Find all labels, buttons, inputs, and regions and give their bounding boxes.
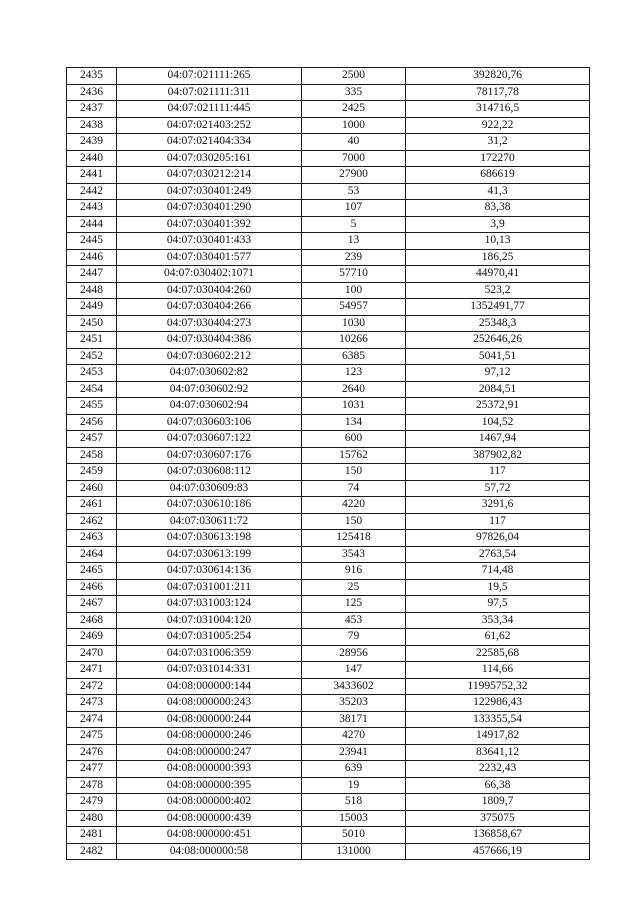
value-cell: 117 [406,513,590,530]
table-row [67,414,590,431]
value-cell: 5041,51 [406,348,590,365]
row-number-cell: 2482 [67,843,117,860]
area-cell: 15762 [302,447,406,464]
cadastral-number-cell: 04:08:000000:402 [117,794,302,811]
value-cell: 61,62 [406,629,590,646]
table-row [67,645,590,662]
area-cell: 13 [302,233,406,250]
value-cell: 314716,5 [406,101,590,118]
table-row [67,282,590,299]
row-number-cell: 2467 [67,596,117,613]
row-number-cell: 2451 [67,332,117,349]
cadastral-number-cell: 04:07:030401:577 [117,249,302,266]
row-number-cell: 2445 [67,233,117,250]
row-number-cell: 2447 [67,266,117,283]
table-row [67,249,590,266]
table-row [67,447,590,464]
area-cell: 4270 [302,728,406,745]
table-row [67,711,590,728]
area-cell: 150 [302,464,406,481]
table-row [67,431,590,448]
row-number-cell: 2456 [67,414,117,431]
area-cell: 74 [302,480,406,497]
table-row [67,695,590,712]
value-cell: 11995752,32 [406,678,590,695]
row-number-cell: 2442 [67,183,117,200]
table-row [67,299,590,316]
table-row [67,629,590,646]
cadastral-number-cell: 04:07:030402:1071 [117,266,302,283]
cadastral-number-cell: 04:07:030401:249 [117,183,302,200]
table-row [67,513,590,530]
table-body [67,68,590,860]
table-row [67,843,590,860]
table-row [67,530,590,547]
cadastral-number-cell: 04:07:021111:265 [117,68,302,85]
table-row [67,596,590,613]
area-cell: 79 [302,629,406,646]
row-number-cell: 2438 [67,117,117,134]
value-cell: 97,5 [406,596,590,613]
table-row [67,84,590,101]
row-number-cell: 2462 [67,513,117,530]
area-cell: 239 [302,249,406,266]
area-cell: 5010 [302,827,406,844]
cadastral-number-cell: 04:07:021111:445 [117,101,302,118]
cadastral-number-cell: 04:08:000000:439 [117,810,302,827]
row-number-cell: 2452 [67,348,117,365]
area-cell: 7000 [302,150,406,167]
data-table [66,67,590,860]
value-cell: 117 [406,464,590,481]
row-number-cell: 2446 [67,249,117,266]
row-number-cell: 2477 [67,761,117,778]
cadastral-number-cell: 04:07:030205:161 [117,150,302,167]
row-number-cell: 2463 [67,530,117,547]
cadastral-number-cell: 04:07:030608:112 [117,464,302,481]
area-cell: 10266 [302,332,406,349]
area-cell: 150 [302,513,406,530]
row-number-cell: 2435 [67,68,117,85]
area-cell: 35203 [302,695,406,712]
cadastral-number-cell: 04:07:030404:260 [117,282,302,299]
cadastral-number-cell: 04:08:000000:247 [117,744,302,761]
table-row [67,497,590,514]
table-row [67,662,590,679]
table-row [67,266,590,283]
cadastral-number-cell: 04:08:000000:144 [117,678,302,695]
area-cell: 54957 [302,299,406,316]
cadastral-number-cell: 04:07:021404:334 [117,134,302,151]
area-cell: 134 [302,414,406,431]
row-number-cell: 2479 [67,794,117,811]
table-row [67,216,590,233]
area-cell: 123 [302,365,406,382]
cadastral-number-cell: 04:07:031001:211 [117,579,302,596]
cadastral-number-cell: 04:07:021403:252 [117,117,302,134]
row-number-cell: 2443 [67,200,117,217]
value-cell: 457666,19 [406,843,590,860]
value-cell: 1352491,77 [406,299,590,316]
cadastral-number-cell: 04:08:000000:58 [117,843,302,860]
value-cell: 392820,76 [406,68,590,85]
value-cell: 186,25 [406,249,590,266]
row-number-cell: 2471 [67,662,117,679]
area-cell: 28956 [302,645,406,662]
cadastral-number-cell: 04:07:030602:82 [117,365,302,382]
value-cell: 375075 [406,810,590,827]
value-cell: 136858,67 [406,827,590,844]
area-cell: 53 [302,183,406,200]
cadastral-number-cell: 04:07:030611:72 [117,513,302,530]
cadastral-number-cell: 04:08:000000:244 [117,711,302,728]
row-number-cell: 2457 [67,431,117,448]
table-row [67,365,590,382]
table-row [67,728,590,745]
area-cell: 4220 [302,497,406,514]
row-number-cell: 2473 [67,695,117,712]
value-cell: 3291,6 [406,497,590,514]
row-number-cell: 2475 [67,728,117,745]
cadastral-number-cell: 04:07:021111:311 [117,84,302,101]
cadastral-number-cell: 04:07:030212:214 [117,167,302,184]
row-number-cell: 2448 [67,282,117,299]
cadastral-number-cell: 04:08:000000:395 [117,777,302,794]
area-cell: 639 [302,761,406,778]
row-number-cell: 2440 [67,150,117,167]
row-number-cell: 2472 [67,678,117,695]
value-cell: 83,38 [406,200,590,217]
area-cell: 916 [302,563,406,580]
cadastral-number-cell: 04:07:030613:199 [117,546,302,563]
area-cell: 335 [302,84,406,101]
area-cell: 453 [302,612,406,629]
value-cell: 2084,51 [406,381,590,398]
row-number-cell: 2453 [67,365,117,382]
table-row [67,777,590,794]
table-row [67,101,590,118]
area-cell: 100 [302,282,406,299]
value-cell: 714,48 [406,563,590,580]
table-row [67,546,590,563]
cadastral-number-cell: 04:08:000000:246 [117,728,302,745]
cadastral-number-cell: 04:07:030614:136 [117,563,302,580]
row-number-cell: 2470 [67,645,117,662]
value-cell: 10,13 [406,233,590,250]
area-cell: 107 [302,200,406,217]
cadastral-number-cell: 04:07:030602:92 [117,381,302,398]
table-row [67,233,590,250]
table-row [67,381,590,398]
area-cell: 3543 [302,546,406,563]
area-cell: 23941 [302,744,406,761]
area-cell: 5 [302,216,406,233]
value-cell: 686619 [406,167,590,184]
value-cell: 104,52 [406,414,590,431]
area-cell: 40 [302,134,406,151]
value-cell: 1467,94 [406,431,590,448]
area-cell: 6385 [302,348,406,365]
table-row [67,464,590,481]
cadastral-number-cell: 04:07:030602:94 [117,398,302,415]
table-row [67,183,590,200]
table-row [67,563,590,580]
value-cell: 353,34 [406,612,590,629]
row-number-cell: 2459 [67,464,117,481]
table-row [67,480,590,497]
area-cell: 1030 [302,315,406,332]
value-cell: 41,3 [406,183,590,200]
value-cell: 133355,54 [406,711,590,728]
cadastral-number-cell: 04:07:030401:290 [117,200,302,217]
row-number-cell: 2476 [67,744,117,761]
value-cell: 31,2 [406,134,590,151]
table-row [67,612,590,629]
row-number-cell: 2458 [67,447,117,464]
value-cell: 2232,43 [406,761,590,778]
value-cell: 3,9 [406,216,590,233]
cadastral-number-cell: 04:07:030404:266 [117,299,302,316]
cadastral-number-cell: 04:07:030401:433 [117,233,302,250]
table-row [67,761,590,778]
row-number-cell: 2460 [67,480,117,497]
table-row [67,117,590,134]
area-cell: 2640 [302,381,406,398]
table-row [67,827,590,844]
value-cell: 44970,41 [406,266,590,283]
area-cell: 27900 [302,167,406,184]
cadastral-number-cell: 04:07:031004:120 [117,612,302,629]
value-cell: 78117,78 [406,84,590,101]
area-cell: 125418 [302,530,406,547]
area-cell: 125 [302,596,406,613]
area-cell: 2500 [302,68,406,85]
cadastral-number-cell: 04:07:030404:386 [117,332,302,349]
value-cell: 25348,3 [406,315,590,332]
cadastral-number-cell: 04:07:030602:212 [117,348,302,365]
cadastral-number-cell: 04:08:000000:243 [117,695,302,712]
row-number-cell: 2469 [67,629,117,646]
area-cell: 38171 [302,711,406,728]
value-cell: 2763,54 [406,546,590,563]
cadastral-number-cell: 04:08:000000:451 [117,827,302,844]
row-number-cell: 2480 [67,810,117,827]
value-cell: 387902,82 [406,447,590,464]
row-number-cell: 2455 [67,398,117,415]
row-number-cell: 2466 [67,579,117,596]
value-cell: 97,12 [406,365,590,382]
area-cell: 518 [302,794,406,811]
value-cell: 172270 [406,150,590,167]
area-cell: 25 [302,579,406,596]
cadastral-number-cell: 04:07:030607:122 [117,431,302,448]
row-number-cell: 2450 [67,315,117,332]
row-number-cell: 2481 [67,827,117,844]
row-number-cell: 2441 [67,167,117,184]
value-cell: 19,5 [406,579,590,596]
value-cell: 97826,04 [406,530,590,547]
table-row [67,68,590,85]
cadastral-number-cell: 04:07:030401:392 [117,216,302,233]
cadastral-number-cell: 04:08:000000:393 [117,761,302,778]
row-number-cell: 2436 [67,84,117,101]
area-cell: 1000 [302,117,406,134]
table-row [67,200,590,217]
value-cell: 25372,91 [406,398,590,415]
table-row [67,332,590,349]
row-number-cell: 2465 [67,563,117,580]
area-cell: 600 [302,431,406,448]
cadastral-number-cell: 04:07:031005:254 [117,629,302,646]
table-row [67,398,590,415]
row-number-cell: 2474 [67,711,117,728]
table-row [67,150,590,167]
table-row [67,134,590,151]
table-row [67,579,590,596]
value-cell: 252646,26 [406,332,590,349]
row-number-cell: 2449 [67,299,117,316]
area-cell: 2425 [302,101,406,118]
row-number-cell: 2444 [67,216,117,233]
row-number-cell: 2461 [67,497,117,514]
value-cell: 1809,7 [406,794,590,811]
area-cell: 57710 [302,266,406,283]
value-cell: 22585,68 [406,645,590,662]
value-cell: 57,72 [406,480,590,497]
cadastral-number-cell: 04:07:030603:106 [117,414,302,431]
table-row [67,315,590,332]
value-cell: 922,22 [406,117,590,134]
value-cell: 83641,12 [406,744,590,761]
row-number-cell: 2437 [67,101,117,118]
area-cell: 15003 [302,810,406,827]
row-number-cell: 2464 [67,546,117,563]
value-cell: 523,2 [406,282,590,299]
row-number-cell: 2454 [67,381,117,398]
cadastral-number-cell: 04:07:030610:186 [117,497,302,514]
cadastral-number-cell: 04:07:031014:331 [117,662,302,679]
area-cell: 131000 [302,843,406,860]
table-row [67,167,590,184]
area-cell: 147 [302,662,406,679]
value-cell: 122986,43 [406,695,590,712]
table-row [67,348,590,365]
table-row [67,794,590,811]
table-row [67,678,590,695]
area-cell: 3433602 [302,678,406,695]
cadastral-number-cell: 04:07:030404:273 [117,315,302,332]
value-cell: 114,66 [406,662,590,679]
row-number-cell: 2468 [67,612,117,629]
cadastral-number-cell: 04:07:031003:124 [117,596,302,613]
area-cell: 19 [302,777,406,794]
table-row [67,744,590,761]
cadastral-number-cell: 04:07:030613:198 [117,530,302,547]
table-row [67,810,590,827]
area-cell: 1031 [302,398,406,415]
value-cell: 14917,82 [406,728,590,745]
row-number-cell: 2439 [67,134,117,151]
value-cell: 66,38 [406,777,590,794]
cadastral-number-cell: 04:07:031006:359 [117,645,302,662]
cadastral-number-cell: 04:07:030609:83 [117,480,302,497]
row-number-cell: 2478 [67,777,117,794]
cadastral-number-cell: 04:07:030607:176 [117,447,302,464]
